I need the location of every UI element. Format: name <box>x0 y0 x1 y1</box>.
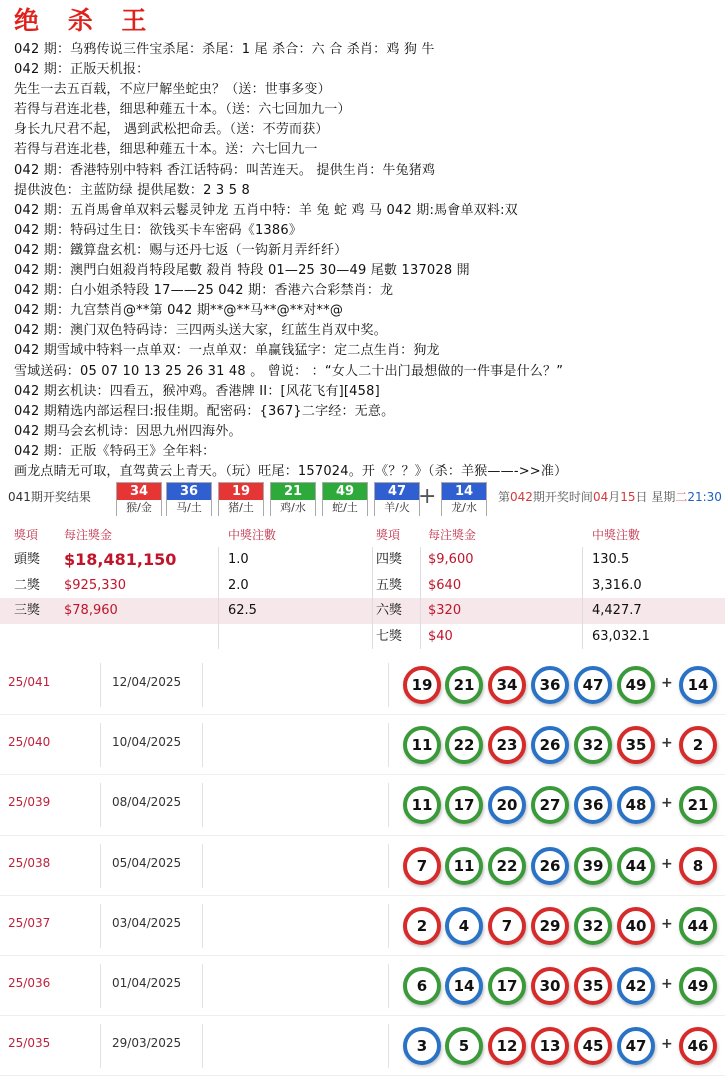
text-line: 042 期：澳门双色特码诗：三四两头送大家，红蓝生肖双中奖。 <box>14 323 387 339</box>
plus-sign: + <box>661 915 673 932</box>
number-ball: 44 <box>617 847 655 885</box>
prize-header-cell: 每注獎金 <box>428 528 477 542</box>
text-line: 042 期：香港特别中特料 香江话特码：叫苦连天。 提供生肖：牛兔猪鸡 <box>14 162 436 178</box>
text-line: 042 期精选内部运程曰:报佳期。配密码：{367}二字经：无意。 <box>14 403 395 419</box>
column-divider <box>582 624 583 650</box>
period-number: 25/040 <box>8 735 51 750</box>
column-divider <box>100 783 101 827</box>
column-divider <box>420 573 421 599</box>
text-line: 042 期：五肖馬會单双料云鬈灵钟龙 五肖中特：羊 兔 蛇 鸡 马 042 期:馬會单双料:双 <box>14 202 518 218</box>
prize-cell: 三獎 <box>14 603 41 618</box>
prize-cell: 六獎 <box>376 603 403 618</box>
special-ball: 49 <box>679 967 717 1005</box>
draw-ball <box>166 482 212 516</box>
number-ball: 3 <box>403 1027 441 1065</box>
text-line: 先生一去五百载，不应尸解坐蛇虫？（送：世事多变） <box>14 82 331 98</box>
number-ball: 6 <box>403 967 441 1005</box>
number-ball: 12 <box>488 1027 526 1065</box>
column-divider <box>582 547 583 573</box>
draw-ball-zodiac: 蛇/土 <box>323 500 367 516</box>
text-line: 042 期玄机诀：四看五，猴冲鸡。香港牌 II：[风花飞有][458] <box>14 383 380 399</box>
text-line: 身长九尺君不起， 遇到武松把命丢。（送：不劳而获） <box>14 122 329 138</box>
draw-date: 01/04/2025 <box>112 975 182 990</box>
special-ball: 8 <box>679 847 717 885</box>
plus-sign: + <box>661 1036 673 1053</box>
prize-cell: 二獎 <box>14 577 41 593</box>
prize-cell: $9,600 <box>428 552 474 567</box>
number-ball: 22 <box>445 726 483 764</box>
period-number: 25/039 <box>8 795 51 810</box>
number-ball: 21 <box>445 666 483 704</box>
column-divider <box>100 663 101 707</box>
history-row <box>0 1016 725 1076</box>
prize-cell: 3,316.0 <box>592 577 642 593</box>
column-divider <box>372 598 373 624</box>
draw-ball <box>374 482 420 516</box>
special-ball: 44 <box>679 907 717 945</box>
column-divider <box>372 573 373 599</box>
prize-cell: 四獎 <box>376 552 403 567</box>
number-ball: 7 <box>488 907 526 945</box>
prize-cell: $40 <box>428 628 453 644</box>
number-ball: 32 <box>574 907 612 945</box>
number-ball: 19 <box>403 666 441 704</box>
draw-ball-number: 36 <box>167 483 211 500</box>
plus-sign: + <box>661 855 673 872</box>
column-divider <box>100 904 101 948</box>
prize-cell: $925,330 <box>64 577 127 593</box>
number-ball: 26 <box>531 726 569 764</box>
prize-cell: $640 <box>428 577 462 593</box>
column-divider <box>100 723 101 767</box>
history-row <box>0 896 725 956</box>
history-row <box>0 775 725 835</box>
draw-date: 12/04/2025 <box>112 675 182 689</box>
draw-ball-zodiac: 猪/土 <box>219 500 263 516</box>
draw-ball-number: 49 <box>323 483 367 500</box>
number-ball: 36 <box>574 786 612 824</box>
draw-label: 041期开奖结果 <box>8 490 91 504</box>
number-ball: 40 <box>617 907 655 945</box>
prize-cell: 62.5 <box>228 603 257 618</box>
text-line: 042 期：鐵算盘玄机：赐与还丹七返（一钩新月弄纤纤） <box>14 242 348 258</box>
prize-table-header <box>0 523 725 547</box>
number-ball: 36 <box>531 666 569 704</box>
text-line: 若得与君连北巷，细思种薤五十本。送：六七回九一 <box>14 142 318 158</box>
draw-ball-zodiac: 龙/水 <box>442 500 486 516</box>
draw-ball-number: 47 <box>375 483 419 500</box>
draw-ball-zodiac: 马/土 <box>167 500 211 516</box>
prize-row <box>0 598 725 624</box>
history-row <box>0 655 725 715</box>
prize-cell: $78,960 <box>64 603 118 618</box>
number-ball: 4 <box>445 907 483 945</box>
number-ball: 32 <box>574 726 612 764</box>
prize-cell: 頭獎 <box>14 552 41 567</box>
draw-ball <box>322 482 368 516</box>
number-ball: 49 <box>617 666 655 704</box>
column-divider <box>388 723 389 767</box>
history-row <box>0 956 725 1016</box>
number-ball: 29 <box>531 907 569 945</box>
column-divider <box>218 573 219 599</box>
column-divider <box>388 964 389 1008</box>
number-ball: 17 <box>488 967 526 1005</box>
text-line: 042 期：乌鸦传说三件宝杀尾：杀尾：1 尾 杀合：六 合 杀肖：鸡 狗 牛 <box>14 42 435 57</box>
number-ball: 34 <box>488 666 526 704</box>
draw-date: 03/04/2025 <box>112 915 182 930</box>
draw-date: 10/04/2025 <box>112 735 182 750</box>
prize-cell: 130.5 <box>592 552 630 567</box>
column-divider <box>420 624 421 650</box>
number-ball: 11 <box>403 786 441 824</box>
column-divider <box>202 964 203 1008</box>
text-line: 雪域送码：05 07 10 13 25 26 31 48 。 曾说： ：“女人二十出门最想做的一件事是什么？” <box>14 363 564 379</box>
column-divider <box>388 904 389 948</box>
column-divider <box>582 573 583 599</box>
text-line: 042 期：白小姐杀特段 17——25 042 期：香港六合彩禁肖：龙 <box>14 283 394 299</box>
draw-ball <box>270 482 316 516</box>
column-divider <box>388 663 389 707</box>
prize-header-cell: 獎項 <box>376 528 401 542</box>
period-number: 25/037 <box>8 915 51 930</box>
number-ball: 11 <box>403 726 441 764</box>
plus-sign: + <box>661 735 673 752</box>
number-ball: 27 <box>531 786 569 824</box>
number-ball: 17 <box>445 786 483 824</box>
draw-ball-zodiac: 鸡/水 <box>271 500 315 516</box>
text-line: 042 期雪域中特料一点单双：一点单双：单赢钱猛字：定二点生肖：狗龙 <box>14 343 440 359</box>
history-row <box>0 715 725 775</box>
draw-ball-zodiac: 猴/金 <box>117 500 161 516</box>
number-ball: 45 <box>574 1027 612 1065</box>
column-divider <box>372 624 373 650</box>
column-divider <box>100 964 101 1008</box>
column-divider <box>218 598 219 624</box>
number-ball: 42 <box>617 967 655 1005</box>
draw-special-ball <box>441 482 487 516</box>
number-ball: 11 <box>445 847 483 885</box>
latest-draw-bar <box>0 480 725 520</box>
prediction-text-block <box>14 40 719 482</box>
prize-header-cell: 中獎注數 <box>592 528 641 542</box>
history-row <box>0 836 725 896</box>
number-ball: 26 <box>531 847 569 885</box>
number-ball: 35 <box>617 726 655 764</box>
column-divider <box>100 844 101 888</box>
text-line: 042 期：正版《特码王》全年料： <box>14 443 216 459</box>
column-divider <box>388 1024 389 1068</box>
column-divider <box>388 844 389 888</box>
number-ball: 2 <box>403 907 441 945</box>
draw-plus: + <box>418 484 437 509</box>
text-line: 042 期：正版天机报： <box>14 62 150 78</box>
prize-cell: 五獎 <box>376 577 403 593</box>
number-ball: 22 <box>488 847 526 885</box>
period-number: 25/038 <box>8 855 51 870</box>
draw-ball <box>116 482 162 516</box>
column-divider <box>388 783 389 827</box>
prize-table <box>0 523 725 649</box>
column-divider <box>202 663 203 707</box>
column-divider <box>202 1024 203 1068</box>
column-divider <box>202 844 203 888</box>
special-ball: 21 <box>679 786 717 824</box>
number-ball: 5 <box>445 1027 483 1065</box>
plus-sign: + <box>661 795 673 812</box>
text-line: 提供波色：主蓝防绿 提供尾数：2 3 5 8 <box>14 182 251 198</box>
draw-ball-number: 21 <box>271 483 315 500</box>
text-line: 042 期：澳門白姐殺肖特段尾數 殺肖 特段 01—25 30—49 尾數 137028 開 <box>14 263 470 279</box>
number-ball: 48 <box>617 786 655 824</box>
column-divider <box>420 547 421 573</box>
prize-cell: 4,427.7 <box>592 603 642 618</box>
period-number: 25/041 <box>8 675 51 689</box>
prize-cell: $320 <box>428 603 462 618</box>
text-line: 画龙点睛无可取，直驾黄云上青天。（玩）旺尾：157024。开《？？》（杀：羊猴——->>准） <box>14 463 568 479</box>
prize-row <box>0 547 725 573</box>
special-ball: 14 <box>679 666 717 704</box>
period-number: 25/035 <box>8 1036 51 1051</box>
number-ball: 23 <box>488 726 526 764</box>
prize-cell: 63,032.1 <box>592 628 650 644</box>
draw-date: 05/04/2025 <box>112 855 182 870</box>
prize-row <box>0 573 725 599</box>
column-divider <box>582 598 583 624</box>
number-ball: 39 <box>574 847 612 885</box>
special-ball: 46 <box>679 1027 717 1065</box>
draw-ball-number: 19 <box>219 483 263 500</box>
text-line: 若得与君连北巷，细思种薤五十本。（送：六七回加九一） <box>14 102 351 118</box>
column-divider <box>372 547 373 573</box>
text-line: 042 期：九宫禁肖@**第 042 期**@**马**@**对**@ <box>14 303 344 319</box>
next-draw-info: 第042期开奖时间04月15日 星期二21:30 <box>498 490 722 504</box>
prize-cell: 1.0 <box>228 552 249 567</box>
prize-cell: 七獎 <box>376 628 403 644</box>
column-divider <box>218 547 219 573</box>
plus-sign: + <box>661 675 673 691</box>
draw-ball-zodiac: 羊/火 <box>375 500 419 516</box>
prize-cell: $18,481,150 <box>64 550 177 569</box>
number-ball: 14 <box>445 967 483 1005</box>
prize-row <box>0 624 725 650</box>
number-ball: 20 <box>488 786 526 824</box>
special-ball: 2 <box>679 726 717 764</box>
plus-sign: + <box>661 975 673 992</box>
prize-header-cell: 中獎注數 <box>228 528 277 542</box>
column-divider <box>420 598 421 624</box>
column-divider <box>202 904 203 948</box>
column-divider <box>202 783 203 827</box>
number-ball: 13 <box>531 1027 569 1065</box>
number-ball: 30 <box>531 967 569 1005</box>
draw-date: 08/04/2025 <box>112 795 182 810</box>
draw-ball-number: 14 <box>442 483 486 500</box>
draw-history-list <box>0 655 725 1076</box>
column-divider <box>218 624 219 650</box>
period-number: 25/036 <box>8 975 51 990</box>
number-ball: 47 <box>574 666 612 704</box>
draw-ball <box>218 482 264 516</box>
draw-date: 29/03/2025 <box>112 1036 182 1051</box>
number-ball: 35 <box>574 967 612 1005</box>
text-line: 042 期：特码过生日：欲钱买卡车密码《1386》 <box>14 222 303 238</box>
number-ball: 7 <box>403 847 441 885</box>
number-ball: 47 <box>617 1027 655 1065</box>
draw-ball-number: 34 <box>117 483 161 500</box>
column-divider <box>100 1024 101 1068</box>
text-line: 042 期马会玄机诗：因思九州四海外。 <box>14 423 242 439</box>
prize-cell: 2.0 <box>228 577 249 593</box>
prize-header-cell: 獎項 <box>14 528 39 542</box>
column-divider <box>202 723 203 767</box>
page-title: 绝 杀 王 <box>14 6 157 35</box>
prize-header-cell: 每注獎金 <box>64 528 113 542</box>
